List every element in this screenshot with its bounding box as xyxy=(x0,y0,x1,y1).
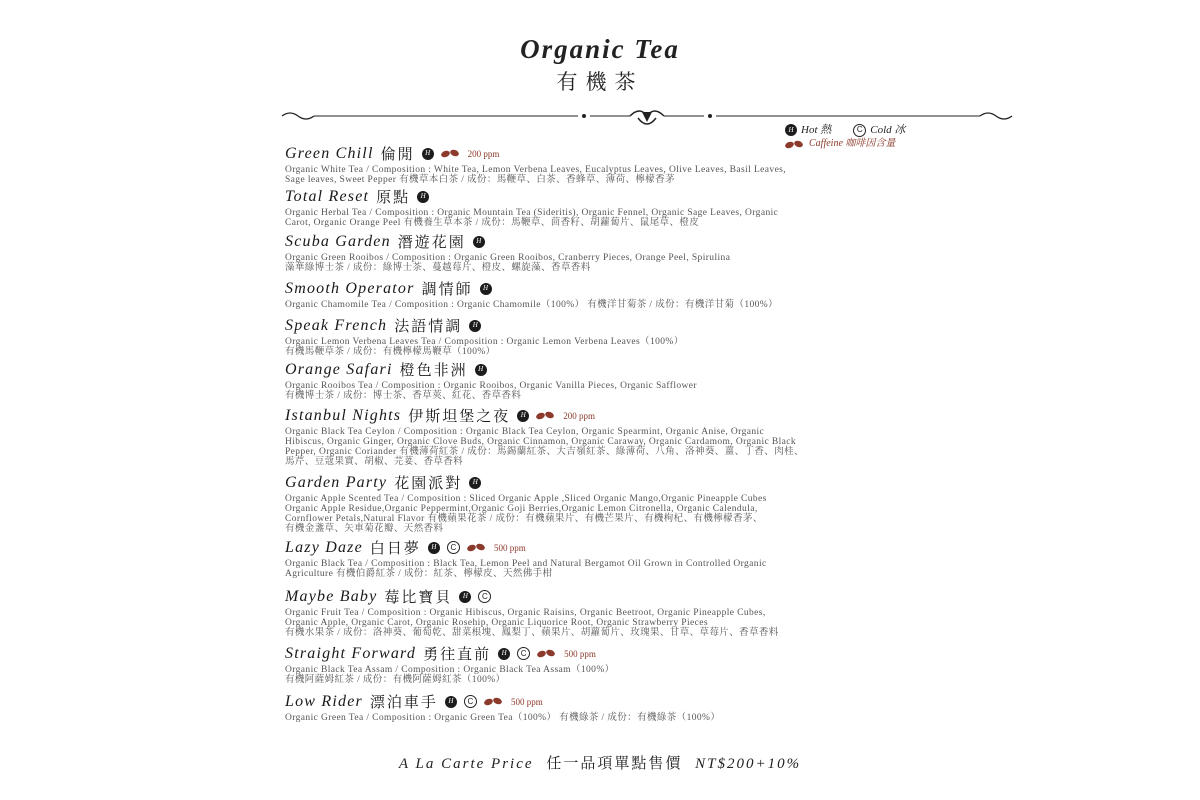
hot-icon: H xyxy=(445,696,457,708)
caffeine-ppm: 200 ppm xyxy=(467,148,500,159)
menu-item xyxy=(285,405,1025,467)
menu-item-header xyxy=(285,186,1025,207)
menu-item-header xyxy=(285,472,1025,493)
item-name-zh: 勇往直前 xyxy=(423,645,492,663)
item-name-en: Istanbul Nights xyxy=(285,406,402,424)
item-name-zh: 漂泊車手 xyxy=(369,693,438,711)
coffee-bean-icon xyxy=(537,649,557,658)
item-name-zh: 花園派對 xyxy=(394,474,463,492)
menu-item xyxy=(285,315,1025,357)
item-name-zh: 伊斯坦堡之夜 xyxy=(408,407,511,425)
caffeine-ppm: 200 ppm xyxy=(563,410,596,421)
item-description: Organic Black Tea Ceylon / Composition : Organic Black Tea Ceylon, Organic Spearmint, Organic Anise, Organic Hibiscus, Organic Ginger, Organic Clove Buds, Organic Cinnamon, Organic Caraway, Organic Cardamom, Organic Black Pepper, Organic Coriander 有機薄荷紅茶 / 成份：馬錫蘭紅茶、大吉嶺紅茶、綠薄荷、八角、洛神葵、薑、丁香、肉桂、 馬芹、豆蔻果實、胡椒、芫荽、香草香料 xyxy=(285,427,804,467)
item-name-zh: 原點 xyxy=(376,188,411,206)
hot-icon: H xyxy=(473,236,485,248)
cold-icon: C xyxy=(853,124,866,137)
coffee-bean-icon xyxy=(536,411,556,420)
item-description: Organic Green Rooibos / Composition : Organic Green Rooibos, Cranberry Pieces, Orange Peel, Spirulina 藻華綠博士茶 / 成份：綠博士茶、蔓越莓片、橙皮、螺旋藻、香草香料 xyxy=(285,253,731,273)
menu-item-header xyxy=(285,231,1025,252)
item-description: Organic Apple Scented Tea / Composition : Sliced Organic Apple ,Sliced Organic Mango,Organic Pineapple Cubes Organic Apple Residue,Organic Peppermint,Organic Goji Berries,Organic Lemon Citronella, Organic Calendula, Cornflower Petals,Natural Flavor 有機蘋果花茶 / 成份：有機蘋果片、有機芒果片、有機枸杞、有機檸檬香茅、 有機金盞草、矢車菊花瓣、天然香料 xyxy=(285,494,767,534)
item-name-zh: 橙色非洲 xyxy=(399,361,468,379)
item-name-en: Speak French xyxy=(285,316,388,334)
legend-hot: Hot 熱 xyxy=(801,124,832,136)
menu-item-header xyxy=(285,315,1025,336)
menu-item-header xyxy=(285,586,1025,607)
item-name-en: Lazy Daze xyxy=(285,538,363,556)
item-name-en: Low Rider xyxy=(285,692,363,710)
caffeine-ppm: 500 ppm xyxy=(493,542,526,553)
menu-item-header xyxy=(285,405,1025,426)
item-description: Organic Herbal Tea / Composition : Organic Mountain Tea (Sideritis), Organic Fennel, Organic Sage Leaves, Organic Carot, Organic Orange Peel 有機養生草本茶 / 成份：馬鞭草、茴香籽、胡蘿蔔片、鼠尾草、橙皮 xyxy=(285,208,779,228)
menu-item xyxy=(285,143,1025,185)
item-description: Organic Fruit Tea / Composition : Organic Hibiscus, Organic Raisins, Organic Beetroot, Organic Pineapple Cubes, Organic Apple, Organic Carot, Organic Rosehip, Organic Liquorice Root, Organic Strawberry Pieces 有機水果茶 / 成份：洛神葵、葡萄乾、甜菜根塊、鳳梨丁、蘋果片、胡蘿蔔片、玫瑰果、甘草、草莓片、香草香料 xyxy=(285,608,779,638)
item-name-en: Garden Party xyxy=(285,473,388,491)
coffee-bean-icon xyxy=(467,543,487,552)
item-name-en: Maybe Baby xyxy=(285,587,378,605)
legend-cold: Cold 冰 xyxy=(870,124,906,136)
item-description: Organic Black Tea / Composition : Black Tea, Lemon Peel and Natural Bergamot Oil Grown in Controlled Organic Agriculture 有機伯爵紅茶 / 成份：紅茶、檸檬皮、天然佛手柑 xyxy=(285,559,767,579)
hot-icon: H xyxy=(422,148,434,160)
footer-label-en: A La Carte Price xyxy=(398,756,534,772)
footer-price: NT$200+10% xyxy=(695,756,802,772)
legend-caffeine: Caffeine 咖啡因含量 xyxy=(809,138,896,149)
cold-icon: C xyxy=(464,695,477,708)
item-name-en: Total Reset xyxy=(285,187,370,205)
menu-item xyxy=(285,586,1025,638)
menu-item xyxy=(285,472,1025,534)
menu-item-header xyxy=(285,143,1025,164)
menu-item-header xyxy=(285,537,1025,558)
item-name-en: Orange Safari xyxy=(285,360,393,378)
hot-icon: H xyxy=(498,648,510,660)
item-name-en: Straight Forward xyxy=(285,644,417,662)
item-description: Organic Chamomile Tea / Composition : Organic Chamomile（100%） 有機洋甘菊茶 / 成份：有機洋甘菊（100%） xyxy=(285,300,778,310)
hot-icon: H xyxy=(428,542,440,554)
caffeine-ppm: 500 ppm xyxy=(564,648,596,659)
caffeine-ppm: 500 ppm xyxy=(510,696,543,707)
item-name-en: Scuba Garden xyxy=(285,232,391,250)
menu-title-en: Organic Tea xyxy=(520,34,680,64)
menu-item xyxy=(285,691,1025,723)
menu-item-header xyxy=(285,359,1025,380)
menu-item xyxy=(285,231,1025,273)
item-name-en: Smooth Operator xyxy=(285,279,415,297)
hot-icon: H xyxy=(480,283,492,295)
menu-item xyxy=(285,643,1025,685)
menu-item-header xyxy=(285,278,1025,299)
coffee-bean-icon xyxy=(484,697,504,706)
item-description: Organic Rooibos Tea / Composition : Organic Rooibos, Organic Vanilla Pieces, Organic Safflower 有機博士茶 / 成份：博士茶、香草莢、紅花、香草香料 xyxy=(285,381,697,401)
item-name-zh: 調情師 xyxy=(421,280,473,298)
item-description: Organic White Tea / Composition : White Tea, Lemon Verbena Leaves, Eucalyptus Leaves, Olive Leaves, Basil Leaves, Sage leaves, Sweet Pepper 有機草本白茶 / 成份：馬鞭草、白茶、香蜂草、薄荷、檸檬香茅 xyxy=(285,165,787,185)
cold-icon: C xyxy=(447,541,460,554)
hot-icon: H xyxy=(417,191,429,203)
item-description: Organic Green Tea / Composition : Organic Green Tea（100%） 有機綠茶 / 成份：有機綠茶（100%） xyxy=(285,713,721,723)
coffee-bean-icon xyxy=(441,149,461,158)
menu-item xyxy=(285,359,1025,401)
item-name-zh: 倫閒 xyxy=(380,145,415,163)
footer-label-zh: 任一品項單點售價 xyxy=(546,754,683,772)
price-footer xyxy=(0,752,1200,773)
menu-item xyxy=(285,186,1025,228)
hot-icon: H xyxy=(475,364,487,376)
hot-icon: H xyxy=(785,124,797,136)
hot-icon: H xyxy=(459,591,471,603)
cold-icon: C xyxy=(517,647,530,660)
hot-icon: H xyxy=(469,320,481,332)
cold-icon: C xyxy=(478,590,491,603)
menu-item xyxy=(285,278,1025,310)
hot-icon: H xyxy=(517,410,529,422)
item-description: Organic Black Tea Assam / Composition : Organic Black Tea Assam（100%） 有機阿薩姆紅茶 / 成份：有機阿薩姆紅茶（100%） xyxy=(285,665,615,685)
menu-item xyxy=(285,537,1025,579)
menu-title-zh: 有機茶 xyxy=(556,70,644,94)
item-name-zh: 白日夢 xyxy=(369,539,421,557)
item-name-en: Green Chill xyxy=(285,144,374,162)
item-name-zh: 莓比寶貝 xyxy=(384,588,453,606)
hot-icon: H xyxy=(469,477,481,489)
item-name-zh: 法語情調 xyxy=(394,317,463,335)
item-name-zh: 潛遊花園 xyxy=(397,233,466,251)
menu-item-header xyxy=(285,691,1025,712)
item-description: Organic Lemon Verbena Leaves Tea / Composition : Organic Lemon Verbena Leaves（100%） 有機馬鞭草茶 / 成份：有機檸檬馬鞭草（100%） xyxy=(285,337,684,357)
menu-item-header xyxy=(285,643,1025,664)
